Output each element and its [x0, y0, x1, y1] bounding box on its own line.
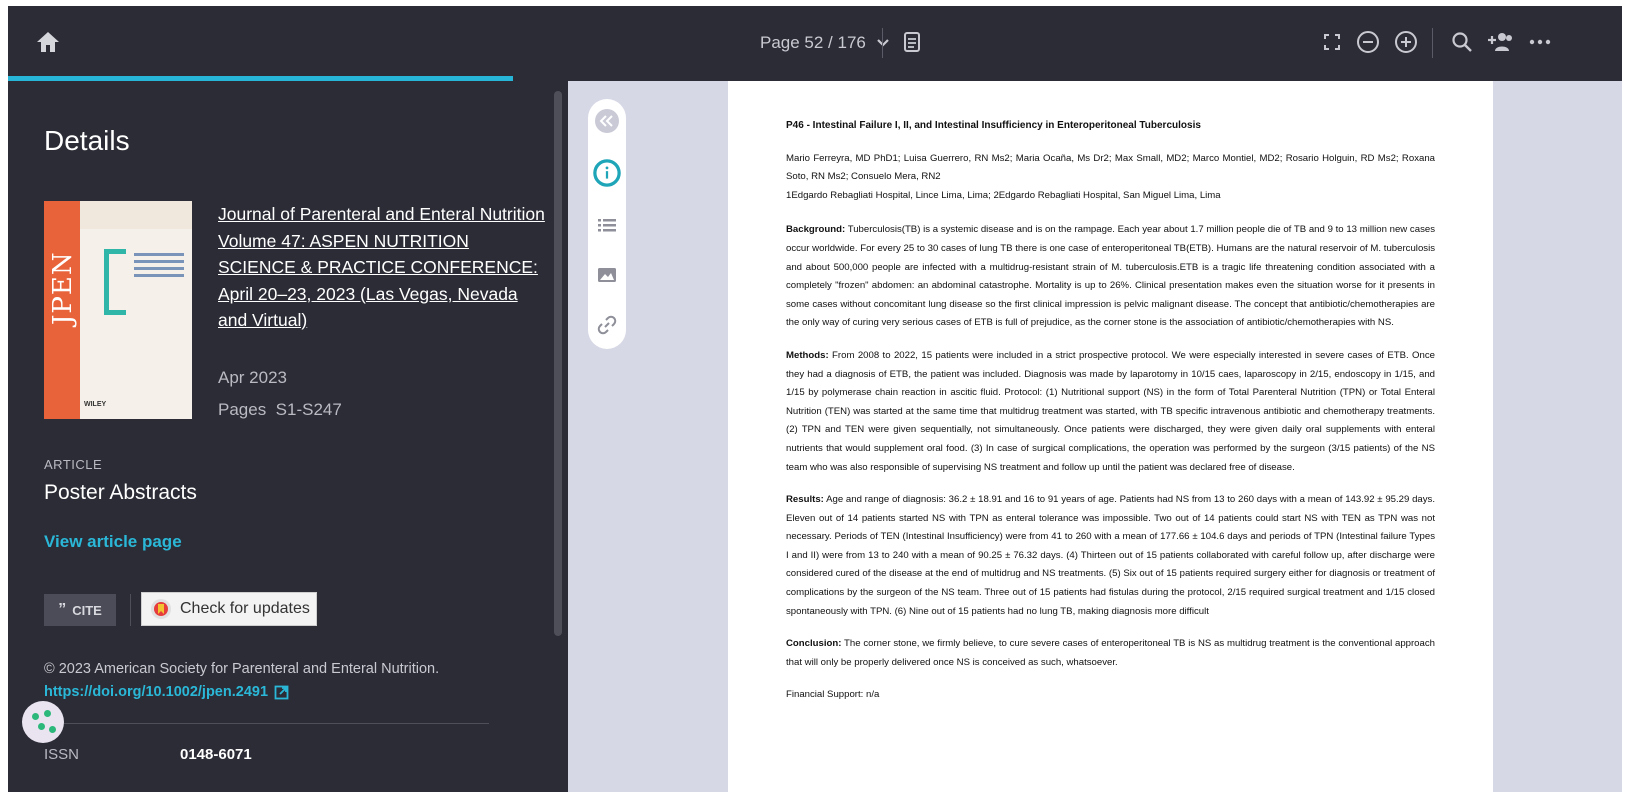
panel-scrollbar[interactable]: [554, 91, 562, 636]
list-icon: [597, 217, 617, 233]
contents-button[interactable]: [593, 211, 621, 239]
methods-paragraph: [786, 347, 1435, 477]
toolbar-divider: [1432, 28, 1433, 58]
pages-value: S1-S247: [275, 400, 342, 419]
check-for-updates-button[interactable]: [141, 592, 317, 626]
panel-heading: Details: [44, 125, 130, 156]
journal-issue-link[interactable]: [218, 201, 548, 334]
info-icon: [593, 158, 621, 188]
more-button[interactable]: [1526, 28, 1554, 56]
share-icon: [1486, 31, 1514, 53]
methods-label: Methods:: [786, 349, 829, 361]
methods-text: From 2008 to 2022, 15 patients were included in a strict prospective protocol. We were especially interested in severe cases of ETB. Once they had a diagnosis of ETB, the patient was included. Diagnosis was made by laparotomy in 10/15 caes, laparoscopy in 2/15, endoscopy in 1/15, and 1/15 by polymerase chain reaction in ascitic fluid. Protocol: (1) Nutritional support (NS) in the form of Total Parenteral Nutrition (TPN) or Total Enteral Nutrition (TEN) was started at the same time that multidrug treatment was started, with TB specific intravenous antibiotic and chemotherapy treatments. (2) TPN and TEN were given sequentially, not simultaneously. Once patients were discharged, they were given daily oral supplements with enteral nutrients that would supplement oral food. (3) In case of surgical complications, the operation was performed by the surgeon (3/15 patients) of the NS team who was also responsible of supervising NS treatment and follow up until the patient was declared free of disease.: [786, 349, 1435, 473]
search-icon: [1451, 31, 1473, 53]
home-icon: [35, 30, 61, 54]
details-panel: [8, 81, 568, 792]
copyright-text: © 2023 American Society for Parenteral and Enteral Nutrition.: [44, 661, 440, 677]
cover-header: [80, 201, 192, 229]
pages-label: Pages: [218, 400, 267, 419]
issue-pages: [218, 400, 342, 420]
links-button[interactable]: [593, 311, 621, 339]
home-button[interactable]: [35, 30, 61, 54]
background-label: Background:: [786, 224, 846, 236]
external-link-icon: [274, 685, 289, 700]
updates-label: Check for updates: [180, 600, 310, 617]
page-indicator: Page 52 / 176: [760, 33, 866, 52]
background-text: Tuberculosis(TB) is a systemic disease and is on the rampage. Each year about 1.7 million people die of TB and 9 to 13 million new cases occur worldwide. For every 25 to 30 cases of lung TB there is one case of enteroperitoneal TB(ETB). Humans are the natural reservoir of M. tuberculosis and about 500,000 people are infected with a multidrug-resistant strain of M. tuberculosis.ETB is a tragic life threatening condition associated with a completely "frozen" abdomen: an abdominal catastrophe. Mortality is up to 26%. Clinical presentation makes even the situation worse for it presents in some cases without concomitant lung disease so the first clinical impression is pelvic malignant disease. The concept that antibiotic/chemotherapies are the only way of curing very serious cases of ETB is full of prejudice, as the corner stone is the association of antibiotic/chemotherapies with NS.: [786, 224, 1435, 329]
section-label: ARTICLE: [44, 457, 103, 472]
fullscreen-icon: [1322, 32, 1342, 52]
view-article-link[interactable]: View article page: [44, 532, 182, 551]
volume-title: Volume 47: ASPEN NUTRITION SCIENCE & PRACTICE CONFERENCE: April 20–23, 2023 (Las Vegas, Nevada and Virtual): [218, 230, 538, 330]
zoom-in-button[interactable]: [1392, 28, 1420, 56]
button-divider: [130, 594, 131, 626]
image-icon: [597, 266, 617, 284]
funding-text: Financial Support: n/a: [786, 689, 880, 701]
cover-text-lines: [134, 253, 184, 281]
link-icon: [596, 314, 618, 336]
results-paragraph: [786, 491, 1435, 621]
collapse-panel-button[interactable]: [593, 107, 621, 135]
toolbar-divider: [882, 28, 883, 58]
cover-publisher: WILEY: [84, 401, 107, 408]
quote-icon: ”: [58, 601, 67, 618]
journal-cover[interactable]: [44, 201, 192, 419]
cookie-icon-dot: [49, 726, 56, 733]
crossmark-icon: [150, 598, 172, 620]
top-toolbar: [8, 6, 1622, 76]
results-label: Results:: [786, 494, 824, 506]
journal-title: Journal of Parenteral and Enteral Nutrition: [218, 204, 545, 224]
info-button[interactable]: [593, 159, 621, 187]
abstract-title: P46 - Intestinal Failure I, II, and Intestinal Insufficiency in Enteroperitoneal Tuberculosis: [786, 120, 1201, 131]
divider: [44, 723, 489, 724]
conclusion-label: Conclusion:: [786, 638, 842, 650]
background-paragraph: [786, 221, 1435, 333]
doi-text: https://doi.org/10.1002/jpen.2491: [44, 684, 269, 700]
fullscreen-button[interactable]: [1318, 28, 1346, 56]
authors-text: Mario Ferreyra, MD PhD1; Luisa Guerrero, RN Ms2; Maria Ocaña, Ms Dr2; Max Small, MD2; Marco Montiel, MD2; Rosario Holguin, RD Ms2; Roxana Soto, RN Ms2; Consuelo Mera, RN2: [786, 152, 1435, 183]
cover-title: JPEN: [48, 251, 78, 325]
issue-date: Apr 2023: [218, 368, 287, 387]
double-chevron-left-icon: [594, 108, 620, 134]
viewer-tool-rail: [588, 99, 626, 349]
cite-label: CITE: [72, 602, 102, 618]
pdf-page: [728, 81, 1493, 792]
abstract-authors: [786, 150, 1435, 206]
issn-label: ISSN: [44, 746, 80, 763]
document-view-button[interactable]: [898, 28, 926, 56]
doi-link[interactable]: [44, 684, 289, 700]
conclusion-text: The corner stone, we firmly believe, to cure severe cases of enteroperitoneal TB is NS as multidrug treatment is the conventional approach that will only be properly delivered once NS is conceived as such, whatsoever.: [786, 638, 1435, 668]
cookie-icon-dot: [38, 723, 45, 730]
article-title: Poster Abstracts: [44, 481, 197, 504]
figures-button[interactable]: [593, 261, 621, 289]
document-viewer: [568, 81, 1622, 792]
affiliations-text: 1Edgardo Rebagliati Hospital, Lince Lima, Lima; 2Edgardo Rebagliati Hospital, San Miguel Lima, Lima: [786, 189, 1221, 201]
zoom-out-button[interactable]: [1354, 28, 1382, 56]
share-button[interactable]: [1486, 28, 1514, 56]
zoom-in-icon: [1394, 30, 1418, 54]
issn-value: 0148-6071: [180, 746, 252, 763]
results-text: Age and range of diagnosis: 36.2 ± 18.91 and 16 to 91 years of age. Patients had NS from 13 to 260 days with a mean of 143.92 ± 95.29 days. Eleven out of 14 patients started NS with TPN as enteral tolerance was impossible. Two out of 14 patients could start NS with TEN as TPN was not necessary. Periods of TEN (Intestinal Insufficiency) were from 41 to 260 with a mean of 177.66 ± 104.6 days and periods of TPN (Intestinal failure Types I and II) were from 13 to 240 with a mean of 90.25 ± 76.32 days. (4) Thirteen out of 15 patients collaborated with careful follow up, after discharge were considered cured of the disease at the end of multidrug and NS treatments. (5) Six out of 15 patients required surgery either for diagnosis or treatment of complications by the surgeon of the NS team. Three out of 15 patients had fistulas during the protocol, 2/15 required surgical treatment and 1/15 closed spontaneously with TPN. (6) Nine out of 15 patients had no lung TB, making diagnosis more difficult: [786, 494, 1436, 617]
cookie-icon: [32, 713, 39, 720]
search-button[interactable]: [1448, 28, 1476, 56]
cover-graphic: [104, 249, 126, 315]
app-window: [8, 6, 1622, 792]
cookie-icon-dot: [44, 710, 51, 717]
conclusion-paragraph: [786, 635, 1435, 672]
zoom-out-icon: [1356, 30, 1380, 54]
cookie-settings-button[interactable]: [22, 701, 64, 743]
page-selector[interactable]: [760, 30, 890, 56]
document-icon: [903, 31, 921, 53]
cite-button[interactable]: [44, 594, 116, 626]
more-icon: [1529, 39, 1551, 45]
